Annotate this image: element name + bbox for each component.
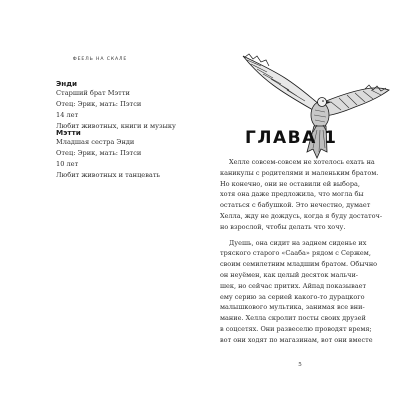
text-line: хотя она даже предложила, что могла бы — [220, 190, 364, 199]
text-line: вот они ходят по магазинам, вот они вместе — [220, 335, 373, 344]
character-name: Энди — [56, 79, 78, 88]
text-line: он неуёмен, как целый десяток мальчи- — [220, 270, 358, 279]
text-line: Хелле совсем-совсем не хотелось ехать на — [229, 158, 375, 166]
text-line: Но конечно, они не оставили ей выбора, — [220, 179, 360, 188]
text-line: малышкового мультика, занимая все вни- — [220, 303, 365, 312]
text-line: каникулы с родителями и маленьким братом. — [220, 168, 379, 177]
text-line: мание. Хелла скролит посты своих друзей — [220, 314, 366, 323]
text-line: Хелла, жду не дождусь, когда я буду достаточ- — [220, 211, 383, 220]
text-line: остаться с бабушкой. Это нечестно, думает — [220, 201, 371, 210]
text-line: тряского старого «Сааба» рядом с Сержем, — [220, 249, 371, 258]
text-line: ему серию за серией какого-то дурацкого — [220, 292, 365, 301]
chapter-body — [220, 157, 385, 346]
character-detail: 10 лет — [56, 160, 79, 168]
character-detail: Любит животных, книги и музыку — [56, 122, 176, 130]
character-detail: Отец: Эрик, мать: Пэтси — [56, 100, 142, 108]
character-detail: 14 лет — [56, 111, 79, 119]
character-entry — [56, 79, 186, 132]
chapter-title: ГЛАВА 1 — [245, 128, 338, 148]
text-line: Дуешь, она сидит на заднем сиденье их — [229, 238, 367, 247]
page-number: 5 — [298, 362, 302, 368]
text-line: шек, но сейчас притих. Айпад показывает — [220, 281, 367, 290]
character-detail: Любит животных и танцевать — [56, 171, 161, 179]
character-name: Мэтти — [56, 128, 81, 137]
character-entry — [56, 128, 186, 181]
text-line: в соцсетях. Они развеселю проводят время; — [220, 324, 372, 333]
character-detail: Старший брат Мэтти — [56, 89, 130, 97]
running-head: ФЕЕЛЬ НА СКАЛЕ — [72, 57, 128, 62]
right-page — [200, 0, 400, 400]
character-detail: Младшая сестра Энди — [56, 138, 135, 146]
text-line: своим семилетним младшим братом. Обычно — [220, 260, 378, 269]
character-detail: Отец: Эрик, мать: Пэтси — [56, 149, 142, 157]
text-line: но взрослой, чтобы делать что хочу. — [220, 222, 346, 231]
